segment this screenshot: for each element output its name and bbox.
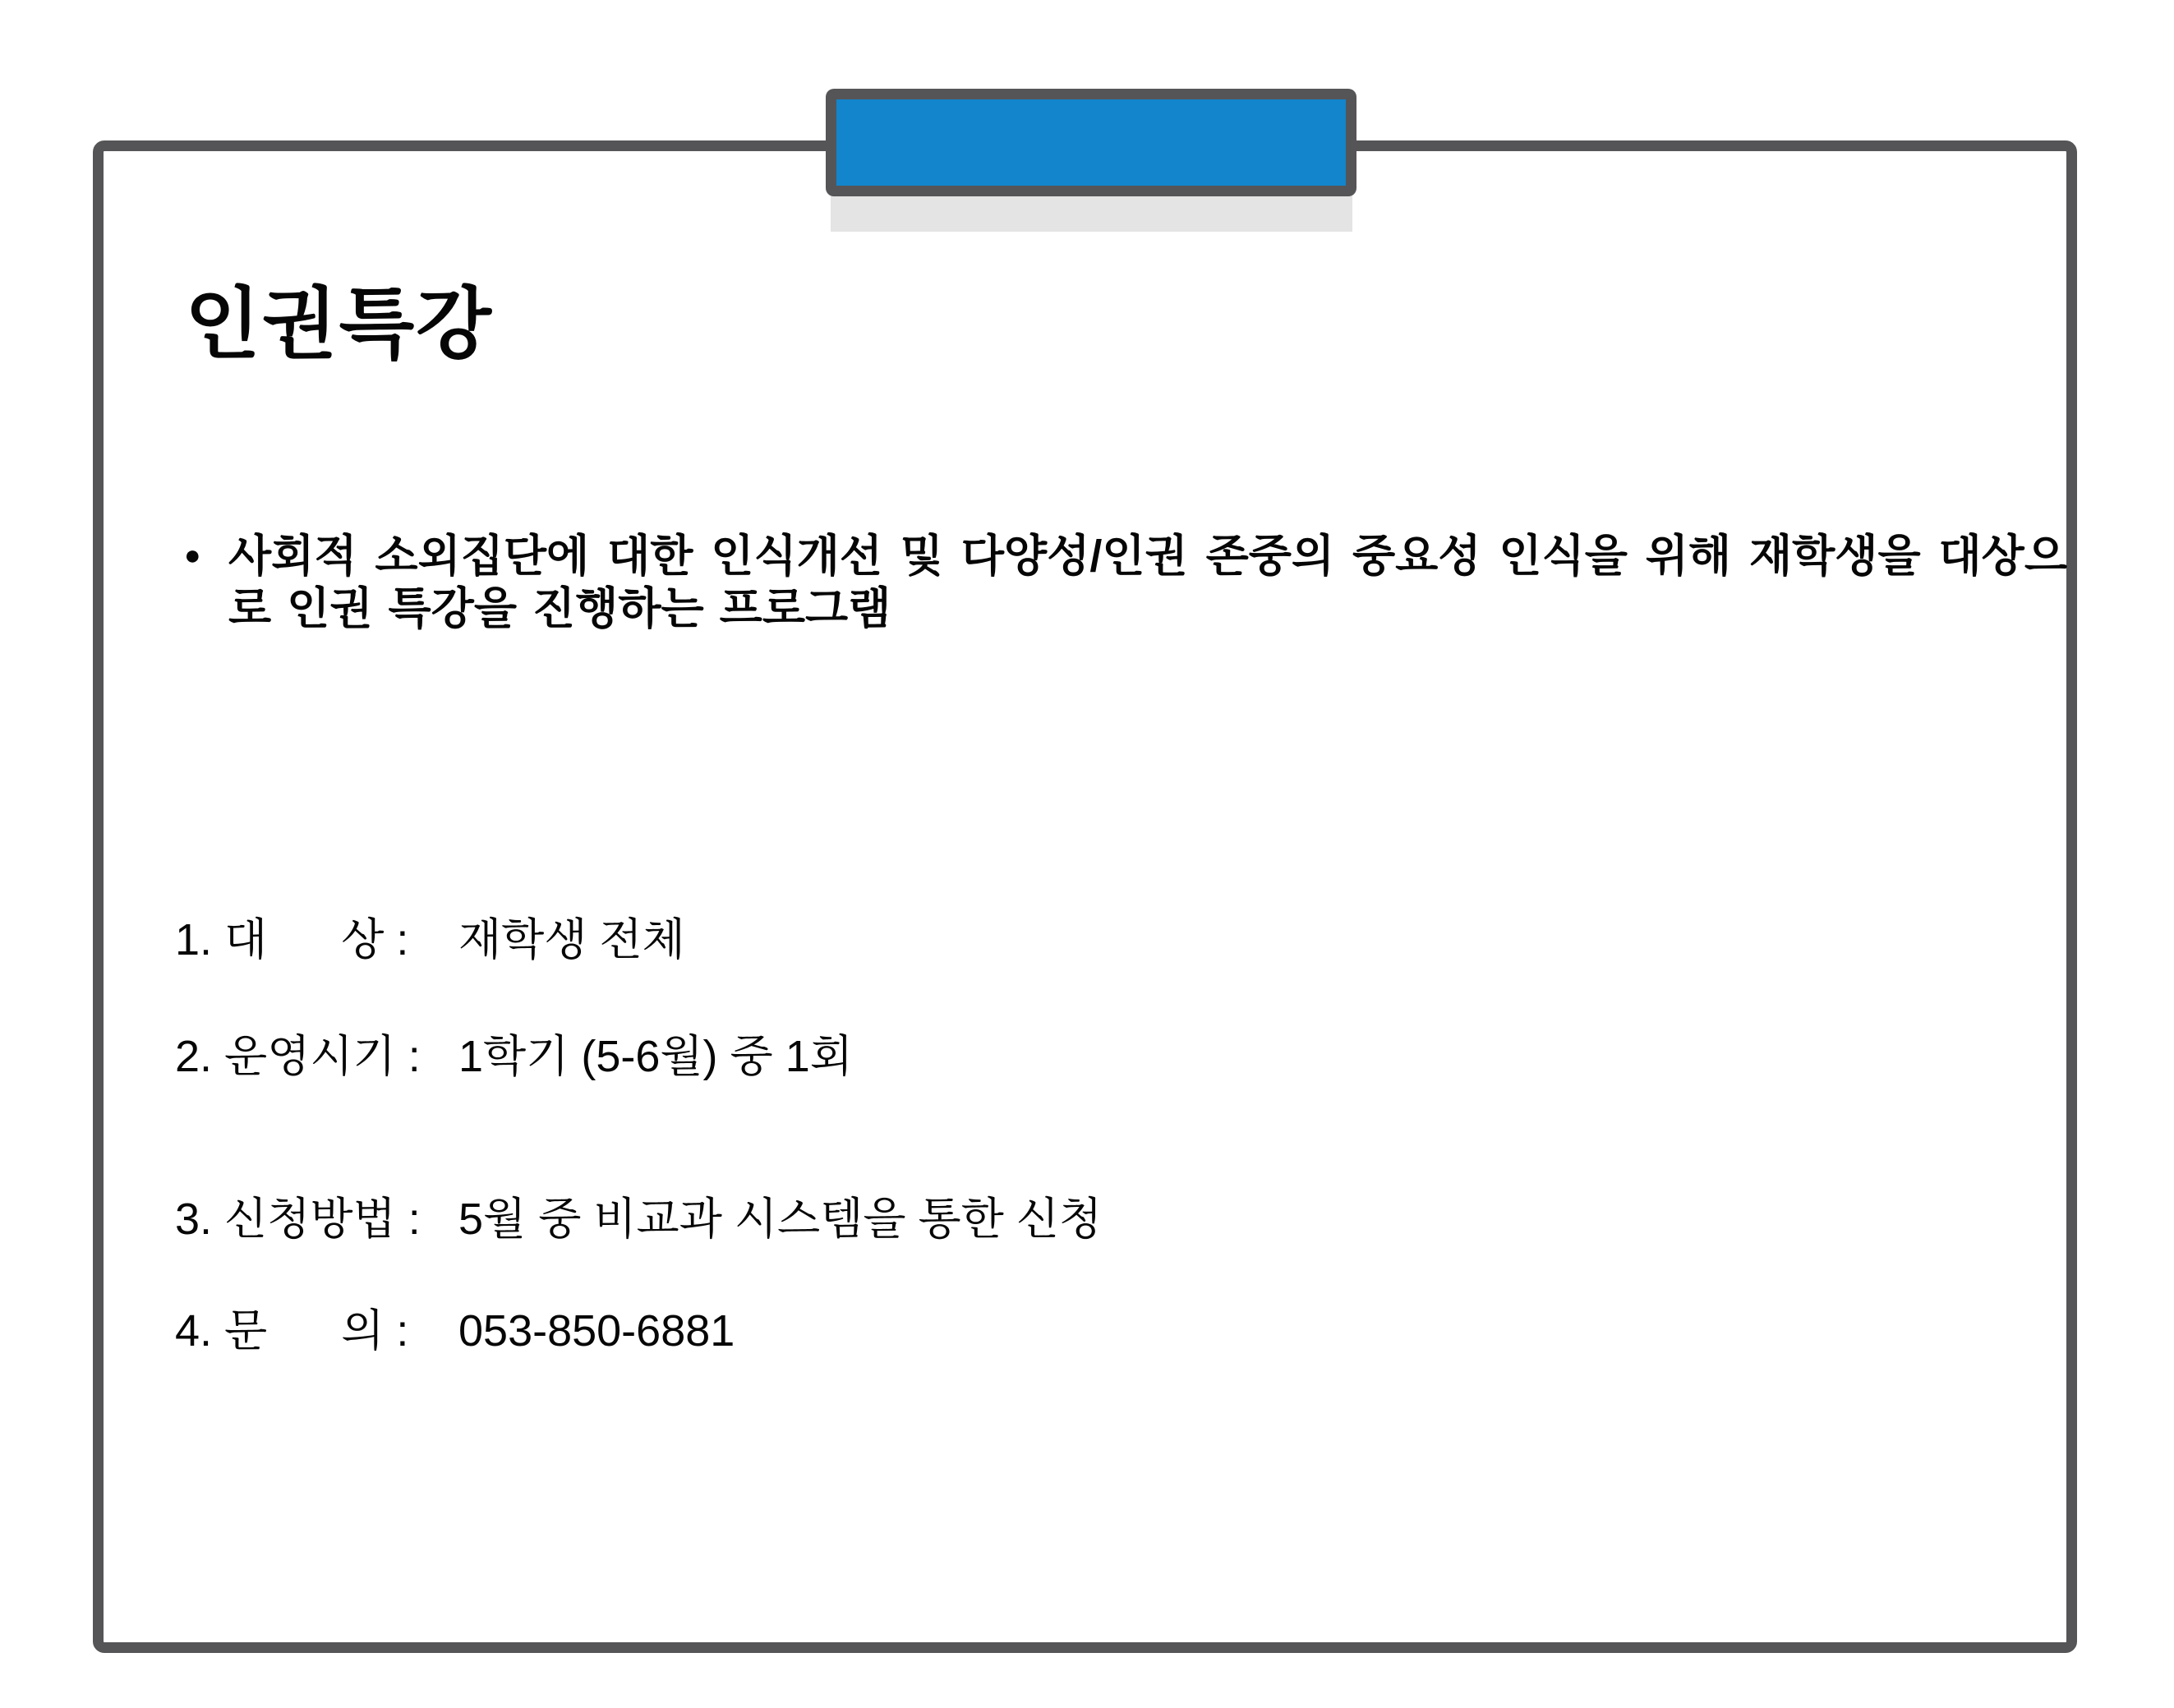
- bullet-text: 사회적 소외집단에 대한 인식개선 및 다양성/인권 존중의 중요성 인식을 위해 재학생을 대상으로 인권 특강을 진행하는 프로그램: [228, 532, 2067, 633]
- list-item-target: [175, 914, 685, 966]
- tab-shadow: [831, 194, 1352, 232]
- list-item-value: 053-850-6881: [458, 1306, 735, 1356]
- list-item-application: [175, 1193, 1102, 1245]
- list-item-label: 3. 신청방법 :: [175, 1195, 421, 1244]
- bullet-item: [184, 530, 2067, 635]
- list-item-label: 1. 대 상 :: [175, 915, 409, 964]
- page-title: 인권특강: [185, 281, 494, 368]
- list-item-value: 재학생 전체: [458, 915, 685, 964]
- list-item-value: 1학기 (5-6월) 중 1회: [458, 1032, 853, 1081]
- list-item-contact: [175, 1305, 735, 1357]
- list-item-schedule: [175, 1030, 853, 1083]
- list-item-label: 4. 문 의 :: [175, 1306, 409, 1356]
- header-tab: [826, 89, 1356, 196]
- bullet-dot-icon: ●: [184, 540, 201, 571]
- list-item-label: 2. 운영시기 :: [175, 1032, 421, 1081]
- list-item-value: 5월 중 비교과 시스템을 통한 신청: [458, 1195, 1103, 1244]
